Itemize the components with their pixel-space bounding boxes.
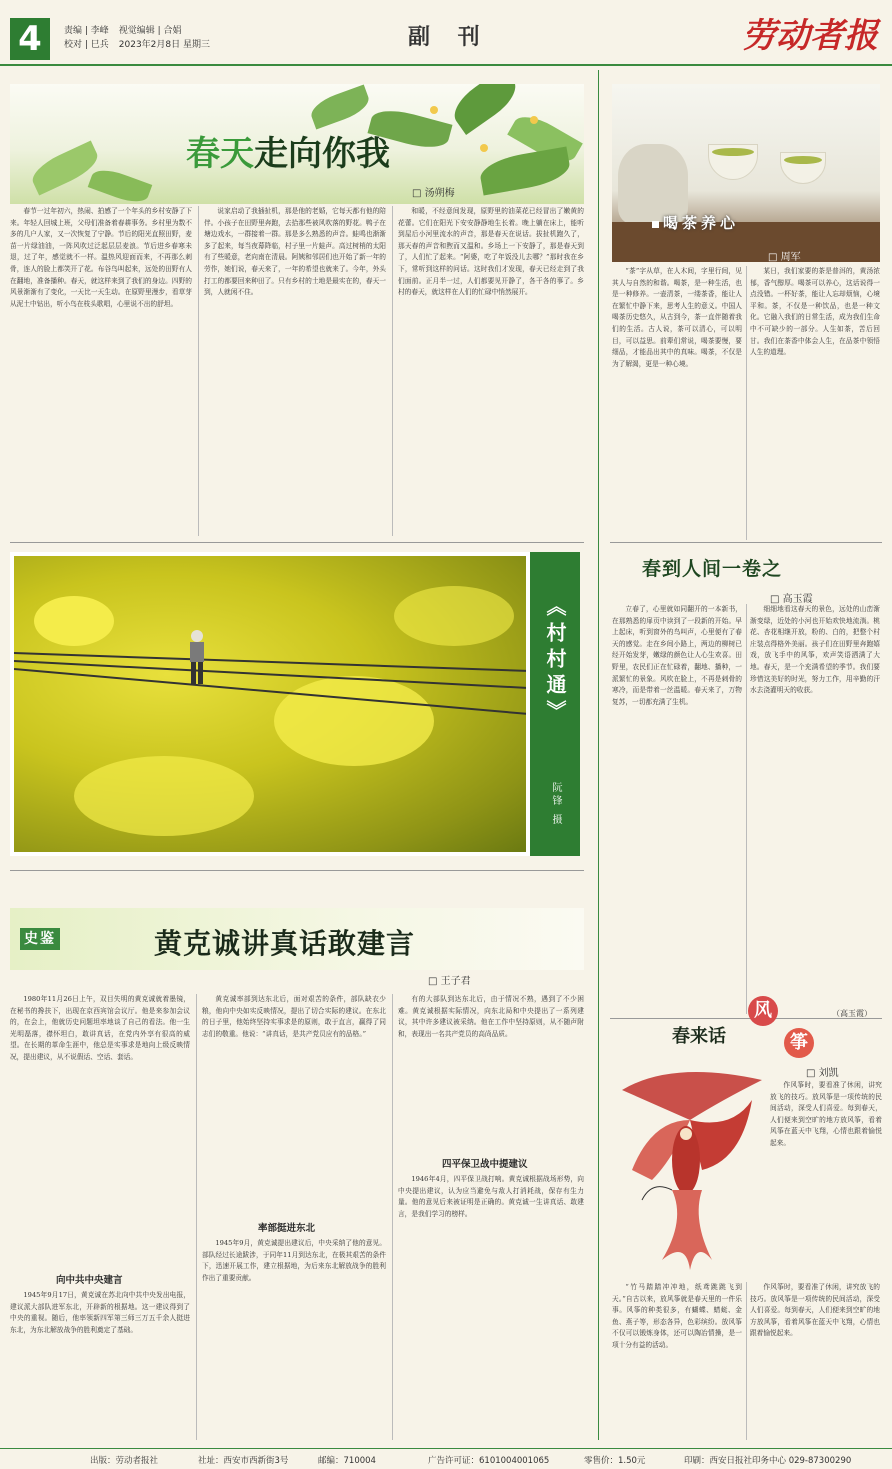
leaf-shape [307, 85, 372, 130]
tea-title-text: 喝茶养心 [663, 214, 740, 232]
paragraph: 1980年11月26日上午，双目失明的黄克诚就着墨镜，在秘书的搀扶下，出现在京西宾馆会议厅。他是来参加会议的，在会上，他就历史问题坦率地谈了自己的看法。他一生光明磊落，襟怀坦白，敢讲真话，在党内外享有很高的威望。在长期的革命生涯中，他总是实事求是地向上级反映情况，提出建议，从不说假话、空话、套话。 [10, 995, 190, 1061]
history-column-3b [398, 1174, 584, 1440]
paragraph: 立春了，心里就如同翻开的一本新书，在那熟悉的扉页中读到了一段新的开始。早上起床，听到窗外的鸟叫声，心里便有了春天的感觉。走在乡间小路上，两边的柳树已经开始发芽，嫩绿的颜色让人心生欢喜。田野里，农民们正在忙碌着，翻地、播种，一派繁忙的景象。风吹在脸上，不再是刺骨的寒冷，而是带着一丝温暖。春天来了，万物复苏，一切都充满了生机。 [612, 605, 742, 706]
tea-cup [780, 152, 826, 184]
footer-address: 社址：西安市西新街3号 [198, 1456, 289, 1466]
spring-column-3 [398, 206, 584, 536]
paragraph: 和暖，不经意间发现，原野里的油菜花已经冒出了嫩黄的花蕾。它们在阳光下安安静静地生长着。晚上躺在床上，能听到屋后小河里流水的声音，那是春天在说话。拔扯机跑久了，那天春的声音和煦而又温和。乡场上一下安静了，那是春天到了，人们忙了起来。“阿婆，吃了年饭没儿去哪？”那时我在乡下，常听到这样的问话。这时我们才发现，春天已经走到了我们面前。正月半一过，人们都要见开静了，各干各的事了。乡村的春天，就这样在人们的忙碌中悄然展开。 [398, 207, 584, 297]
history-subhead-1: 向中共中央建言 [56, 1275, 123, 1286]
section-divider [10, 542, 584, 543]
history-column-1a [10, 994, 190, 1164]
spring-world-column-1 [612, 604, 742, 1014]
column-divider [746, 604, 747, 1014]
fish-kite-illustration [612, 1060, 768, 1280]
tea-cup [708, 144, 758, 180]
spring-world-byline: □ 高玉霞 [770, 594, 813, 605]
column-divider [196, 994, 197, 1440]
header-meta [64, 24, 220, 52]
tea-byline: □ 周军 [768, 252, 801, 263]
title-part-spring: 春天 [186, 134, 254, 174]
kite-article-title: 春来话 [672, 1026, 726, 1047]
paragraph: 有的大部队到达东北后，由于情况不熟，遇到了不少困难。黄克诚根据实际情况，向东北局和中央提出了一系列建议，其中许多建议被采纳。他在工作中坚持原则，从不随声附和，表现出一名共产党员的高尚品质。 [398, 995, 584, 1038]
history-article-title: 黄克诚讲真话敢建言 [154, 927, 416, 960]
editor-label: 责编 | 李峰 [64, 26, 109, 36]
paragraph: 1946年4月，四平保卫战打响。黄克诚根据战场形势，向中央提出建议，认为应当避免与敌人打消耗战，保存有生力量。他的意见后来被证明是正确的。黄克诚一生讲真话、敢建言，是我们学习的榜样。 [398, 1175, 584, 1218]
footer-printer: 印刷：西安日报社印务中心 029-87300290 [684, 1456, 852, 1466]
paragraph: 1945年9月，黄克诚提出建议后，中央采纳了他的意见。部队经过长途跋涉，于同年11月到达东北，在极其艰苦的条件下，迅速开展工作，建立根据地，为后来东北解放战争的胜利作出了重要贡献。 [202, 1239, 386, 1282]
section-divider [610, 542, 882, 543]
flower-patch [394, 586, 514, 646]
spring-world-signoff: （高玉霞） [832, 1009, 872, 1018]
newspaper-logo: 劳动者报 [742, 16, 878, 56]
page-number: 4 [10, 18, 50, 60]
rapeseed-field-photo [10, 552, 530, 856]
spring-column-1 [10, 206, 192, 536]
spring-world-column-2 [750, 604, 880, 1004]
column-divider [392, 994, 393, 1440]
spring-world-title: 春到人间一卷之 [642, 558, 783, 580]
paragraph: 黄克诚率部到达东北后，面对艰苦的条件，部队缺衣少粮，他向中央如实反映情况，提出了切合实际的建议。在东北的日子里，他始终坚持实事求是的原则，敢于直言，赢得了同志们的敬重。他说：“讲真话，是共产党员应有的品格。” [202, 995, 386, 1038]
visual-editor-label: 视觉编辑 | 合娟 [118, 26, 182, 36]
section-divider [10, 870, 584, 871]
history-column-1b [10, 1290, 190, 1440]
spring-article-title [186, 126, 390, 175]
paragraph: 细细地看这春天的景色，远处的山峦渐渐变绿，近处的小河也开始欢快地流淌。桃花、杏花相继开放，粉的、白的，把整个村庄装点得格外美丽。孩子们在田野里奔跑嬉戏，放飞手中的风筝，欢声笑语洒满了大地。春天，是一个充满希望的季节。我们要珍惜这美好的时光，努力工作，用辛勤的汗水去浇灌明天的收获。 [750, 605, 880, 695]
footer-license: 广告许可证：6101004001065 [428, 1456, 550, 1466]
history-column-2a [202, 994, 386, 1216]
paragraph: “竹马踏踏冲冲地，纸鸢跳跳飞到天。”自古以来，放风筝就是春天里的一件乐事。风筝的种类很多，有蝴蝶、蜻蜓、金鱼、燕子等，形态各异，色彩缤纷。放风筝不仅可以锻炼身体，还可以陶冶情操，是一项十分有益的活动。 [612, 1283, 742, 1349]
flower-patch [274, 676, 434, 766]
history-subhead-3: 四平保卫战中提建议 [442, 1159, 528, 1170]
kite-column-1 [770, 1080, 882, 1270]
tea-liquid [712, 148, 754, 156]
photo-title: 《村村通》 [543, 596, 567, 726]
photo-credit: 阮锋 摄 [550, 782, 561, 828]
history-column-3a [398, 994, 584, 1154]
footer-publisher: 出版：劳动者报社 [90, 1456, 159, 1466]
photo-caption-strip [530, 552, 580, 856]
leaf-shape [478, 146, 573, 195]
kite-title-char-wind: 风 [748, 996, 778, 1026]
tea-liquid [784, 156, 822, 164]
footer-postcode: 邮编：710004 [318, 1456, 376, 1466]
flower-bud [430, 106, 438, 114]
kite-column-2 [612, 1282, 742, 1442]
flower-bud [480, 144, 488, 152]
spring-column-2 [204, 206, 386, 536]
column-divider [198, 206, 199, 536]
flower-patch [34, 596, 114, 646]
paragraph: 作风筝时，要看准了休闲，讲究放飞的技巧。放风筝是一项传统的民间活动，深受人们喜爱。每到春天，人们便来到空旷的地方放风筝，看着风筝在蓝天中飞翔，心情也跟着愉悦起来。 [770, 1081, 882, 1147]
history-byline: □ 王子君 [428, 976, 471, 987]
spring-byline: □ 汤朔梅 [412, 188, 455, 199]
flower-patch [74, 756, 254, 836]
page-header [0, 0, 892, 66]
paragraph: 说家启动了我插扯机，那是他的老婚，它每天都有他的陪伴。小孩子在田野里奔跑，去拾那些被风吹落的野花。鸭子在塘边戏水，一群接着一群。那是多么熟悉的声音。蛙鸣也渐渐多了起来，每当夜幕降临，村子里一片蛙声。高过树梢的太阳有了些暖意，老向南在清晨。阿姨和邻居们也开始了新一年的劳作，她们说，春天来了，一年的希望也就来了。今年，外头打工的都要回来种田了。只有乡村的土地是最实在的，春天一到，人就闲不住。 [204, 207, 386, 297]
paragraph: 1945年9月17日，黄克诚在苏北向中共中央发出电报，建议派大部队进军东北，开辟新的根据地。这一建议得到了中央的重视。随后，他率领新四军第三师三万五千余人挺进东北，为东北解放战争的胜利奠定了基础。 [10, 1291, 190, 1334]
paragraph: 春节一过年初六，热闹、拍感了一个年头的乡村安静了下来。年轻人回城上班，父母们准备着春耕事务。乡村里为数不多的几户人家，又一次恢复了宁静。节后的阳光直照田野，麦苗一片绿油油，一阵风吹过泛起层层麦浪。节后进乡春寒未退，过了年，感觉就不一样。温热风迎面而来，不再那么刺骨，连人的脸上都笑开了花。布谷鸟叫起来，远处的田野有人在翻地，准备播种。春天，就这样来到了我们的身边。四野的风景渐渐有了变化，一天比一天生动。在原野里漫步，看草芽从泥土中钻出，听小鸟在枝头歌唱，心里说不出的舒坦。 [10, 207, 192, 308]
page-footer [0, 1448, 892, 1469]
paragraph: “茶”字从草，在人木间，字里行间，见其人与自然的和谐。喝茶，是一种生活，也是一种修养。一壶清茶，一缕茶香，能让人在繁忙中静下来，思考人生的意义。中国人喝茶历史悠久，从古到今，茶一直伴随着我们的生活。古人说，茶可以清心，可以明目，可以益思。前辈们常说，喝茶要慢，要细品，才能品出其中的真味。喝茶，不仅是为了解渴，更是一种心境。 [612, 267, 742, 368]
kite-byline: □ 刘凯 [806, 1068, 839, 1079]
section-title: 副 刊 [408, 24, 490, 50]
power-line [14, 652, 530, 672]
column-divider [392, 206, 393, 536]
column-divider [746, 1282, 747, 1440]
footer-price: 零售价：1.50元 [584, 1456, 646, 1466]
history-tag: 史鉴 [20, 928, 60, 950]
tea-article-title [652, 212, 739, 233]
square-bullet-icon [652, 221, 659, 228]
proofreader-label: 校对 | 巳兵 [64, 40, 109, 50]
lineman-figure [184, 628, 210, 688]
kite-title-char-kite: 筝 [784, 1028, 814, 1058]
title-part-rest: 走向你我 [254, 134, 390, 174]
history-column-2b [202, 1238, 386, 1440]
flower-bud [530, 116, 538, 124]
paragraph: 作风筝时，要看准了休闲，讲究放飞的技巧。放风筝是一项传统的民间活动，深受人们喜爱。每到春天，人们便来到空旷的地方放风筝，看着风筝在蓝天中飞翔，心情也跟着愉悦起来。 [750, 1283, 880, 1338]
column-divider [746, 266, 747, 540]
history-subhead-2: 率部挺进东北 [258, 1223, 316, 1234]
section-divider [610, 1018, 882, 1019]
leaf-shape [88, 164, 153, 204]
main-vertical-divider [598, 70, 599, 1440]
kite-column-3 [750, 1282, 880, 1442]
tea-image [612, 84, 880, 262]
paragraph: 某日，我们家要的茶是普洱的，黄汤浓郁，香气醇厚。喝茶可以养心，这话说得一点没错。一杯好茶，能让人忘却烦恼，心境平和。茶，不仅是一种饮品，也是一种文化。它融入我们的日常生活，成为我们生命中不可缺少的一部分。人生如茶，苦后回甘。我们在茶香中体会人生，在品茶中领悟人生的道理。 [750, 267, 880, 357]
tea-column-2 [750, 266, 880, 540]
issue-date: 2023年2月8日 星期三 [118, 40, 210, 50]
tea-column-1 [612, 266, 742, 540]
